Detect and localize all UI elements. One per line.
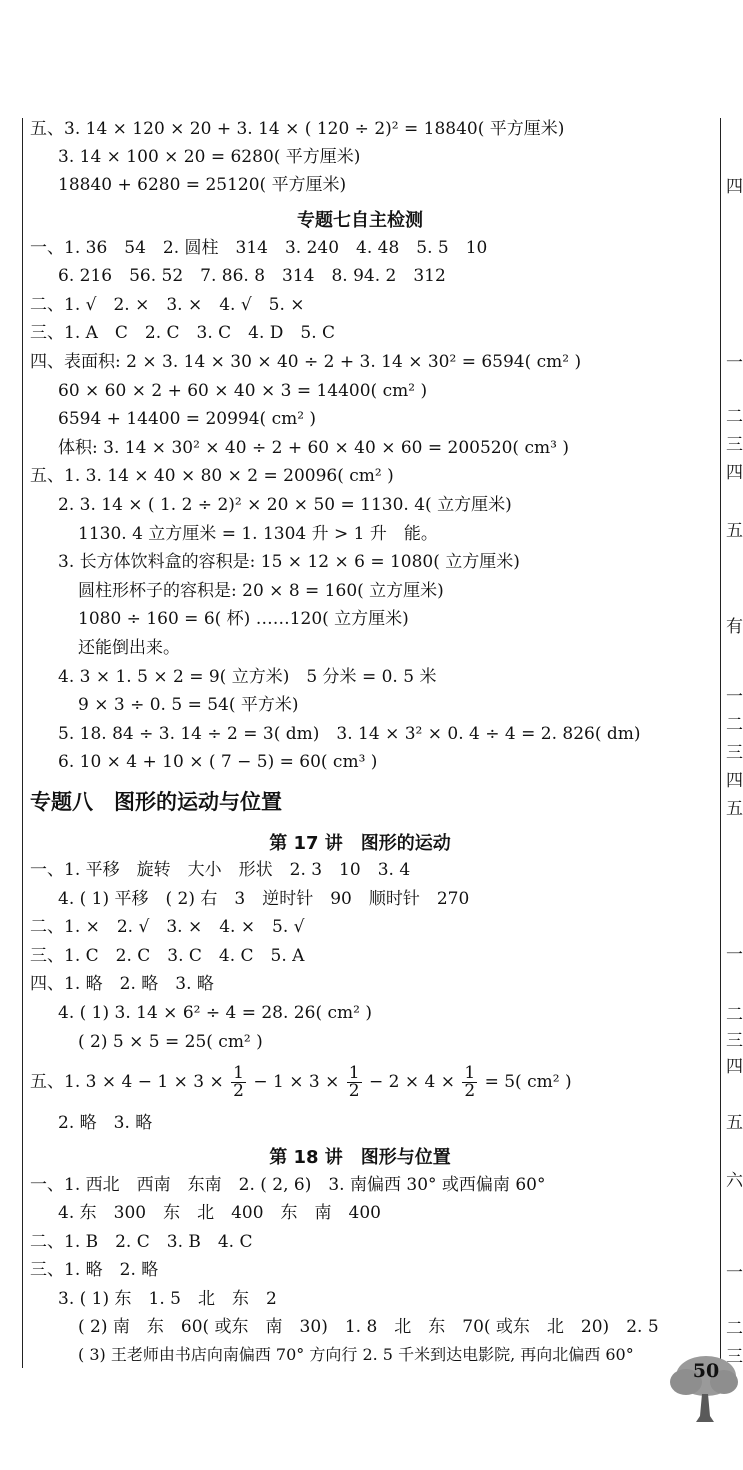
answer-line: 二、1. × 2. √ 3. × 4. × 5. √	[30, 917, 305, 937]
answer-line: 一、1. 36 54 2. 圆柱 314 3. 240 4. 48 5. 5 10	[30, 238, 488, 258]
answer-line: 三、1. 略 2. 略	[30, 1260, 159, 1280]
answer-line: 3. 长方体饮料盒的容积是: 15 × 12 × 6 = 1080( 立方厘米)	[58, 552, 520, 572]
fraction-one-half	[462, 1065, 477, 1100]
next-column-glyph: 五	[726, 521, 743, 541]
fraction-denominator: 2	[464, 1081, 476, 1101]
fraction-denominator: 2	[233, 1081, 244, 1101]
next-column-glyph: 六	[726, 1171, 743, 1191]
answer-line: 4. 东 300 东 北 400 东 南 400	[58, 1203, 381, 1223]
answer-line: 6. 10 × 4 + 10 × ( 7 − 5) = 60( cm³ )	[58, 752, 378, 772]
answer-line: 五、3. 14 × 120 × 20 + 3. 14 × ( 120 ÷ 2)² = 18840( 平方厘米)	[30, 119, 565, 139]
answer-line: 6. 216 56. 52 7. 86. 8 314 8. 94. 2 312	[58, 266, 446, 286]
fraction-numerator: 1	[233, 1063, 244, 1083]
fraction-middle-2: − 2 × 4 ×	[368, 1072, 455, 1092]
column-divider	[720, 118, 721, 1368]
answer-line: 一、1. 平移 旋转 大小 形状 2. 3 10 3. 4	[30, 860, 411, 880]
answer-line: 2. 略 3. 略	[58, 1113, 153, 1133]
answer-line: 3. 14 × 100 × 20 = 6280( 平方厘米)	[58, 147, 361, 167]
answer-line: 4. 3 × 1. 5 × 2 = 9( 立方米) 5 分米 = 0. 5 米	[58, 667, 437, 687]
next-column-glyph: 三	[726, 435, 743, 455]
answer-line: ( 3) 王老师由书店向南偏西 70° 方向行 2. 5 千米到达电影院, 再向北偏西 60°	[78, 1345, 634, 1364]
answer-line: 圆柱形杯子的容积是: 20 × 8 = 160( 立方厘米)	[78, 581, 444, 601]
answer-line: 五、1. 3. 14 × 40 × 80 × 2 = 20096( cm² )	[30, 466, 394, 486]
answer-line: 一、1. 西北 西南 东南 2. ( 2, 6) 3. 南偏西 30° 或西偏南 60°	[30, 1175, 546, 1195]
next-column-glyph: 四	[726, 177, 743, 197]
fraction-numerator: 1	[464, 1063, 476, 1083]
next-column-glyph: 一	[726, 687, 743, 707]
answer-line: 体积: 3. 14 × 30² × 40 ÷ 2 + 60 × 40 × 60 = 200520( cm³ )	[58, 438, 569, 458]
page-number: 50	[692, 1360, 720, 1382]
next-column-glyph: 一	[726, 353, 743, 373]
next-column-glyph: 五	[726, 1113, 743, 1133]
answer-line: 二、1. √ 2. × 3. × 4. √ 5. ×	[30, 295, 305, 315]
answer-line: 1130. 4 立方厘米 = 1. 1304 升 > 1 升 能。	[78, 524, 438, 544]
lesson-heading: 第 17 讲 图形的运动	[269, 833, 451, 854]
fraction-numerator: 1	[348, 1063, 360, 1083]
next-column-glyph: 四	[726, 771, 743, 791]
answer-line: 18840 + 6280 = 25120( 平方厘米)	[58, 175, 347, 195]
answer-line: 5. 18. 84 ÷ 3. 14 ÷ 2 = 3( dm) 3. 14 × 3² × 0. 4 ÷ 4 = 2. 826( dm)	[58, 724, 641, 744]
answer-line: 二、1. B 2. C 3. B 4. C	[30, 1232, 253, 1252]
answer-line: ( 2) 南 东 60( 或东 南 30) 1. 8 北 东 70( 或东 北 20) 2. 5	[78, 1317, 659, 1337]
answer-line: 三、1. C 2. C 3. C 4. C 5. A	[30, 946, 305, 966]
section-heading: 专题七自主检测	[297, 210, 423, 231]
answer-line: 6594 + 14400 = 20994( cm² )	[58, 409, 317, 429]
next-column-glyph: 二	[726, 407, 743, 427]
next-column-glyph: 二	[726, 715, 743, 735]
next-column-glyph: 四	[726, 463, 743, 483]
fraction-suffix: = 5( cm² )	[484, 1072, 572, 1092]
lesson-heading: 第 18 讲 图形与位置	[269, 1147, 451, 1168]
answer-line: 9 × 3 ÷ 0. 5 = 54( 平方米)	[78, 695, 299, 715]
answer-line: 2. 3. 14 × ( 1. 2 ÷ 2)² × 20 × 50 = 1130. 4( 立方厘米)	[58, 495, 512, 515]
fraction-denominator: 2	[348, 1081, 360, 1101]
next-column-glyph: 有	[726, 617, 743, 637]
answer-line: 四、1. 略 2. 略 3. 略	[30, 974, 214, 994]
fraction-one-half	[347, 1065, 362, 1100]
answer-line: 60 × 60 × 2 + 60 × 40 × 3 = 14400( cm² )	[58, 381, 428, 401]
next-column-glyph: 三	[726, 1347, 743, 1367]
answer-line: 四、表面积: 2 × 3. 14 × 30 × 40 ÷ 2 + 3. 14 × 30² = 6594( cm² )	[30, 352, 582, 372]
next-column-glyph: 三	[726, 1031, 743, 1051]
next-column-glyph: 二	[726, 1005, 743, 1025]
next-column-glyph: 二	[726, 1319, 743, 1339]
answer-line: 3. ( 1) 东 1. 5 北 东 2	[58, 1289, 277, 1309]
left-margin-rule	[22, 118, 23, 1368]
answer-line: 4. ( 1) 平移 ( 2) 右 3 逆时针 90 顺时针 270	[58, 889, 470, 909]
answer-line: 4. ( 1) 3. 14 × 6² ÷ 4 = 28. 26( cm² )	[58, 1003, 372, 1023]
answer-line: 三、1. A C 2. C 3. C 4. D 5. C	[30, 323, 336, 343]
next-column-glyph: 五	[726, 799, 743, 819]
fraction-middle-1: − 1 × 3 ×	[253, 1072, 340, 1092]
answer-line: ( 2) 5 × 5 = 25( cm² )	[78, 1032, 263, 1052]
next-column-glyph: 一	[726, 1263, 743, 1283]
next-column-glyph: 三	[726, 743, 743, 763]
next-column-glyph: 四	[726, 1057, 743, 1077]
page-number-tree-icon	[668, 1380, 738, 1470]
answer-line: 还能倒出来。	[78, 638, 180, 658]
chapter-title: 专题八 图形的运动与位置	[30, 790, 282, 814]
answer-line: 1080 ÷ 160 = 6( 杯) ……120( 立方厘米)	[78, 609, 409, 629]
fraction-prefix: 五、1. 3 × 4 − 1 × 3 ×	[30, 1072, 224, 1092]
fraction-answer-line	[30, 1064, 572, 1100]
next-column-glyph: 一	[726, 945, 743, 965]
fraction-one-half	[231, 1065, 246, 1100]
